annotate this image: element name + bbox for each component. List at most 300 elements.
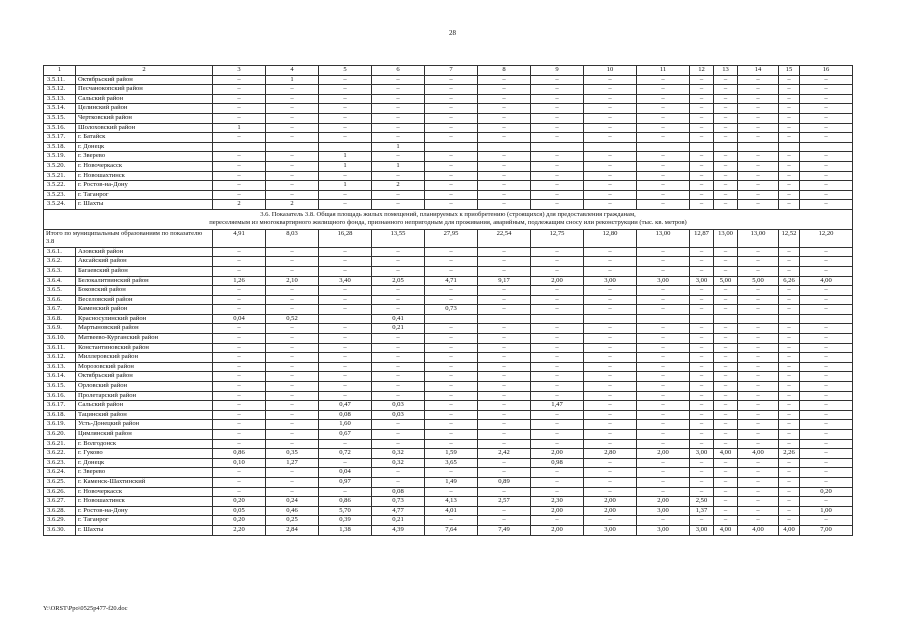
- row-value: 3,00: [584, 276, 637, 286]
- table-row: [44, 200, 853, 210]
- row-value: [779, 314, 800, 324]
- row-value: –: [584, 123, 637, 133]
- row-value: –: [425, 391, 478, 401]
- row-value: –: [478, 133, 531, 143]
- table-row: [44, 497, 853, 507]
- row-name: Усть-Донецкий район: [76, 420, 213, 430]
- row-value: –: [584, 94, 637, 104]
- row-value: –: [372, 190, 425, 200]
- row-value: –: [714, 487, 738, 497]
- row-value: –: [714, 420, 738, 430]
- table-row: [44, 257, 853, 267]
- row-value: 1: [319, 181, 372, 191]
- row-value: –: [372, 85, 425, 95]
- row-value: –: [738, 516, 779, 526]
- table-row: [44, 391, 853, 401]
- row-value: –: [213, 171, 266, 181]
- row-value: –: [714, 286, 738, 296]
- row-value: –: [690, 362, 714, 372]
- total-value: 22,54: [478, 229, 531, 247]
- row-value: –: [319, 324, 372, 334]
- row-value: –: [800, 477, 853, 487]
- row-value: –: [637, 487, 690, 497]
- page-number: 28: [449, 29, 456, 37]
- row-value: –: [779, 487, 800, 497]
- row-value: –: [779, 516, 800, 526]
- row-value: [738, 314, 779, 324]
- row-value: –: [779, 497, 800, 507]
- row-value: 2,80: [584, 449, 637, 459]
- row-value: –: [637, 458, 690, 468]
- column-number: 11: [637, 66, 690, 76]
- row-value: 2,05: [372, 276, 425, 286]
- row-value: –: [584, 372, 637, 382]
- row-value: –: [800, 123, 853, 133]
- row-value: [478, 142, 531, 152]
- row-value: –: [425, 190, 478, 200]
- row-value: –: [213, 334, 266, 344]
- row-value: –: [714, 477, 738, 487]
- row-value: –: [800, 420, 853, 430]
- row-value: –: [531, 353, 584, 363]
- row-value: –: [266, 430, 319, 440]
- total-value: 13,00: [637, 229, 690, 247]
- row-value: –: [800, 439, 853, 449]
- row-value: –: [714, 295, 738, 305]
- row-number: 3.6.28.: [44, 506, 76, 516]
- row-value: –: [213, 343, 266, 353]
- row-value: –: [478, 181, 531, 191]
- row-value: 4,71: [425, 276, 478, 286]
- row-value: –: [714, 104, 738, 114]
- row-value: –: [637, 247, 690, 257]
- row-name: Красносулинский район: [76, 314, 213, 324]
- row-value: –: [478, 161, 531, 171]
- table-row: [44, 477, 853, 487]
- row-value: –: [800, 305, 853, 315]
- row-value: –: [779, 439, 800, 449]
- row-value: –: [478, 362, 531, 372]
- row-value: 4,00: [738, 525, 779, 535]
- row-value: –: [425, 362, 478, 372]
- row-value: –: [690, 113, 714, 123]
- row-value: 0,73: [425, 305, 478, 315]
- row-value: 0,73: [372, 497, 425, 507]
- row-value: 0,04: [213, 314, 266, 324]
- table-row: [44, 458, 853, 468]
- row-value: –: [531, 334, 584, 344]
- row-value: –: [738, 362, 779, 372]
- row-value: –: [779, 113, 800, 123]
- row-value: –: [714, 257, 738, 267]
- row-value: 0,52: [266, 314, 319, 324]
- row-value: –: [213, 410, 266, 420]
- row-value: 3,00: [584, 525, 637, 535]
- row-number: 3.5.16.: [44, 123, 76, 133]
- row-number: 3.6.23.: [44, 458, 76, 468]
- row-number: 3.6.25.: [44, 477, 76, 487]
- row-value: –: [637, 430, 690, 440]
- column-number: 4: [266, 66, 319, 76]
- row-value: –: [531, 85, 584, 95]
- row-value: [425, 142, 478, 152]
- row-value: –: [266, 94, 319, 104]
- row-value: –: [213, 305, 266, 315]
- table-row: [44, 430, 853, 440]
- row-value: 9,17: [478, 276, 531, 286]
- row-value: –: [800, 449, 853, 459]
- row-value: 5,00: [714, 276, 738, 286]
- row-value: –: [800, 190, 853, 200]
- row-value: [531, 142, 584, 152]
- row-value: 0,67: [319, 430, 372, 440]
- row-value: –: [690, 430, 714, 440]
- row-value: –: [372, 200, 425, 210]
- row-value: –: [584, 477, 637, 487]
- row-value: –: [690, 372, 714, 382]
- row-value: –: [319, 123, 372, 133]
- table-row: [44, 181, 853, 191]
- row-number: 3.5.18.: [44, 142, 76, 152]
- row-number: 3.6.27.: [44, 497, 76, 507]
- row-value: –: [637, 343, 690, 353]
- row-value: –: [690, 382, 714, 392]
- row-value: –: [531, 477, 584, 487]
- row-value: –: [637, 410, 690, 420]
- row-value: –: [425, 410, 478, 420]
- row-value: –: [779, 372, 800, 382]
- row-value: 3,40: [319, 276, 372, 286]
- row-value: –: [531, 113, 584, 123]
- row-value: –: [800, 181, 853, 191]
- row-value: –: [478, 458, 531, 468]
- row-value: –: [213, 266, 266, 276]
- row-value: –: [266, 382, 319, 392]
- row-value: –: [779, 343, 800, 353]
- row-value: –: [584, 391, 637, 401]
- row-value: –: [714, 200, 738, 210]
- row-value: –: [584, 181, 637, 191]
- table-row: [44, 506, 853, 516]
- row-value: –: [372, 382, 425, 392]
- row-value: –: [714, 190, 738, 200]
- table-row: [44, 123, 853, 133]
- row-value: –: [690, 75, 714, 85]
- row-value: –: [800, 372, 853, 382]
- row-value: –: [584, 161, 637, 171]
- row-value: –: [266, 468, 319, 478]
- row-value: –: [213, 439, 266, 449]
- row-value: –: [637, 420, 690, 430]
- row-value: –: [738, 487, 779, 497]
- row-value: –: [478, 334, 531, 344]
- row-name: г. Шахты: [76, 200, 213, 210]
- row-value: –: [425, 161, 478, 171]
- row-name: г. Таганрог: [76, 190, 213, 200]
- row-value: –: [800, 430, 853, 440]
- row-value: –: [690, 247, 714, 257]
- row-value: –: [584, 247, 637, 257]
- row-value: –: [266, 113, 319, 123]
- row-value: –: [478, 468, 531, 478]
- row-number: 3.6.5.: [44, 286, 76, 296]
- row-value: –: [690, 133, 714, 143]
- row-value: –: [779, 430, 800, 440]
- row-value: [637, 314, 690, 324]
- row-name: Шолоховский район: [76, 123, 213, 133]
- row-value: –: [738, 439, 779, 449]
- row-value: –: [372, 362, 425, 372]
- row-value: –: [425, 266, 478, 276]
- row-value: –: [738, 477, 779, 487]
- row-value: –: [531, 247, 584, 257]
- row-value: –: [319, 382, 372, 392]
- row-value: –: [690, 324, 714, 334]
- row-value: –: [738, 104, 779, 114]
- row-value: –: [779, 477, 800, 487]
- row-value: –: [690, 487, 714, 497]
- row-value: –: [637, 104, 690, 114]
- row-value: –: [779, 286, 800, 296]
- row-value: –: [637, 123, 690, 133]
- row-value: –: [372, 477, 425, 487]
- row-value: –: [372, 75, 425, 85]
- row-value: –: [372, 343, 425, 353]
- row-value: –: [584, 516, 637, 526]
- row-value: –: [690, 305, 714, 315]
- row-value: [690, 314, 714, 324]
- row-value: –: [714, 161, 738, 171]
- row-value: –: [425, 487, 478, 497]
- row-value: –: [319, 391, 372, 401]
- row-name: г. Таганрог: [76, 516, 213, 526]
- row-value: [714, 314, 738, 324]
- column-number: 3: [213, 66, 266, 76]
- row-value: –: [531, 286, 584, 296]
- row-name: г. Новочеркасск: [76, 487, 213, 497]
- table-row: [44, 382, 853, 392]
- row-value: 3,00: [690, 276, 714, 286]
- row-value: –: [738, 200, 779, 210]
- row-value: –: [738, 353, 779, 363]
- row-value: 0,47: [319, 401, 372, 411]
- row-value: –: [779, 190, 800, 200]
- row-value: [800, 314, 853, 324]
- row-value: 0,89: [478, 477, 531, 487]
- row-value: –: [637, 468, 690, 478]
- row-value: –: [266, 420, 319, 430]
- table-row: [44, 372, 853, 382]
- row-value: –: [213, 391, 266, 401]
- row-value: –: [372, 353, 425, 363]
- row-value: –: [690, 353, 714, 363]
- row-name: Морозовский район: [76, 362, 213, 372]
- row-value: –: [319, 171, 372, 181]
- row-value: –: [584, 200, 637, 210]
- row-value: –: [266, 286, 319, 296]
- row-value: [800, 142, 853, 152]
- total-value: 12,75: [531, 229, 584, 247]
- total-value: 4,91: [213, 229, 266, 247]
- row-value: 0,32: [372, 458, 425, 468]
- row-value: –: [319, 286, 372, 296]
- row-value: –: [690, 458, 714, 468]
- row-value: –: [478, 113, 531, 123]
- table-row: [44, 487, 853, 497]
- row-value: –: [738, 152, 779, 162]
- row-value: –: [319, 487, 372, 497]
- row-value: –: [319, 85, 372, 95]
- row-name: Чертковский район: [76, 113, 213, 123]
- row-value: –: [372, 286, 425, 296]
- row-value: –: [372, 113, 425, 123]
- row-value: –: [637, 324, 690, 334]
- row-value: 0,24: [266, 497, 319, 507]
- total-row: [44, 229, 853, 247]
- row-value: –: [584, 152, 637, 162]
- row-value: –: [478, 516, 531, 526]
- row-value: –: [213, 487, 266, 497]
- table-row: [44, 85, 853, 95]
- row-value: –: [800, 410, 853, 420]
- row-value: –: [319, 113, 372, 123]
- row-value: –: [531, 133, 584, 143]
- row-value: –: [425, 152, 478, 162]
- table-row: [44, 113, 853, 123]
- row-value: –: [266, 161, 319, 171]
- row-value: –: [584, 75, 637, 85]
- row-value: –: [637, 439, 690, 449]
- row-value: –: [690, 94, 714, 104]
- row-value: –: [738, 94, 779, 104]
- row-value: –: [213, 133, 266, 143]
- row-value: [637, 142, 690, 152]
- row-value: –: [584, 420, 637, 430]
- row-value: –: [714, 75, 738, 85]
- row-value: –: [584, 468, 637, 478]
- row-value: –: [531, 382, 584, 392]
- row-value: –: [213, 190, 266, 200]
- row-value: –: [584, 430, 637, 440]
- row-value: –: [714, 266, 738, 276]
- row-value: –: [714, 497, 738, 507]
- row-value: 3,00: [637, 506, 690, 516]
- row-number: 3.6.18.: [44, 410, 76, 420]
- row-value: –: [637, 305, 690, 315]
- row-value: 1: [266, 75, 319, 85]
- row-value: –: [800, 458, 853, 468]
- row-value: –: [266, 247, 319, 257]
- row-value: –: [690, 85, 714, 95]
- row-value: –: [531, 305, 584, 315]
- row-value: –: [531, 171, 584, 181]
- row-value: –: [637, 516, 690, 526]
- row-number: 3.6.22.: [44, 449, 76, 459]
- row-value: –: [266, 391, 319, 401]
- row-value: 2: [372, 181, 425, 191]
- row-name: г. Батайск: [76, 133, 213, 143]
- row-name: Сальский район: [76, 94, 213, 104]
- row-number: 3.6.17.: [44, 401, 76, 411]
- row-value: –: [714, 391, 738, 401]
- row-value: –: [800, 171, 853, 181]
- row-value: –: [478, 391, 531, 401]
- row-value: –: [213, 94, 266, 104]
- row-value: 6,26: [779, 276, 800, 286]
- row-value: 1,59: [425, 449, 478, 459]
- column-number: 9: [531, 66, 584, 76]
- row-value: –: [425, 200, 478, 210]
- row-value: –: [800, 200, 853, 210]
- table-row: [44, 343, 853, 353]
- row-value: –: [800, 295, 853, 305]
- row-value: –: [584, 410, 637, 420]
- row-value: –: [213, 247, 266, 257]
- row-value: –: [637, 295, 690, 305]
- row-number: 3.6.16.: [44, 391, 76, 401]
- row-value: –: [425, 286, 478, 296]
- row-value: –: [478, 487, 531, 497]
- table-row: [44, 161, 853, 171]
- row-value: –: [478, 286, 531, 296]
- row-value: 4,13: [425, 497, 478, 507]
- row-value: 0,46: [266, 506, 319, 516]
- row-value: –: [584, 458, 637, 468]
- row-number: 3.6.10.: [44, 334, 76, 344]
- row-value: 3,65: [425, 458, 478, 468]
- row-value: –: [372, 104, 425, 114]
- row-value: [266, 142, 319, 152]
- row-value: –: [714, 152, 738, 162]
- row-value: –: [478, 94, 531, 104]
- row-value: –: [779, 94, 800, 104]
- table-row: [44, 314, 853, 324]
- row-value: –: [266, 401, 319, 411]
- row-value: –: [213, 382, 266, 392]
- row-name: г. Шахты: [76, 525, 213, 535]
- row-value: –: [714, 353, 738, 363]
- row-value: 2,00: [584, 506, 637, 516]
- row-value: –: [531, 75, 584, 85]
- row-value: –: [690, 286, 714, 296]
- row-name: Багаевский район: [76, 266, 213, 276]
- row-value: –: [714, 305, 738, 315]
- row-value: –: [266, 439, 319, 449]
- total-value: 13,00: [738, 229, 779, 247]
- row-number: 3.6.7.: [44, 305, 76, 315]
- row-value: –: [738, 295, 779, 305]
- row-value: 1,27: [266, 458, 319, 468]
- row-value: 5,00: [738, 276, 779, 286]
- row-value: –: [372, 420, 425, 430]
- table-row: [44, 305, 853, 315]
- row-value: –: [266, 487, 319, 497]
- row-value: –: [690, 439, 714, 449]
- row-value: –: [478, 85, 531, 95]
- row-value: –: [372, 391, 425, 401]
- table-row: [44, 401, 853, 411]
- row-value: –: [531, 468, 584, 478]
- column-number: 2: [76, 66, 213, 76]
- row-value: 1: [372, 161, 425, 171]
- row-value: –: [319, 94, 372, 104]
- row-value: –: [531, 266, 584, 276]
- row-value: –: [714, 401, 738, 411]
- section-title-line-1: 3.6. Показатель 3.8. Общая площадь жилых помещений, планируемых к приобретению (строящихся) для предоставления гражданам,: [260, 210, 636, 218]
- row-value: –: [714, 94, 738, 104]
- row-number: 3.5.14.: [44, 104, 76, 114]
- row-name: Пролетарский район: [76, 391, 213, 401]
